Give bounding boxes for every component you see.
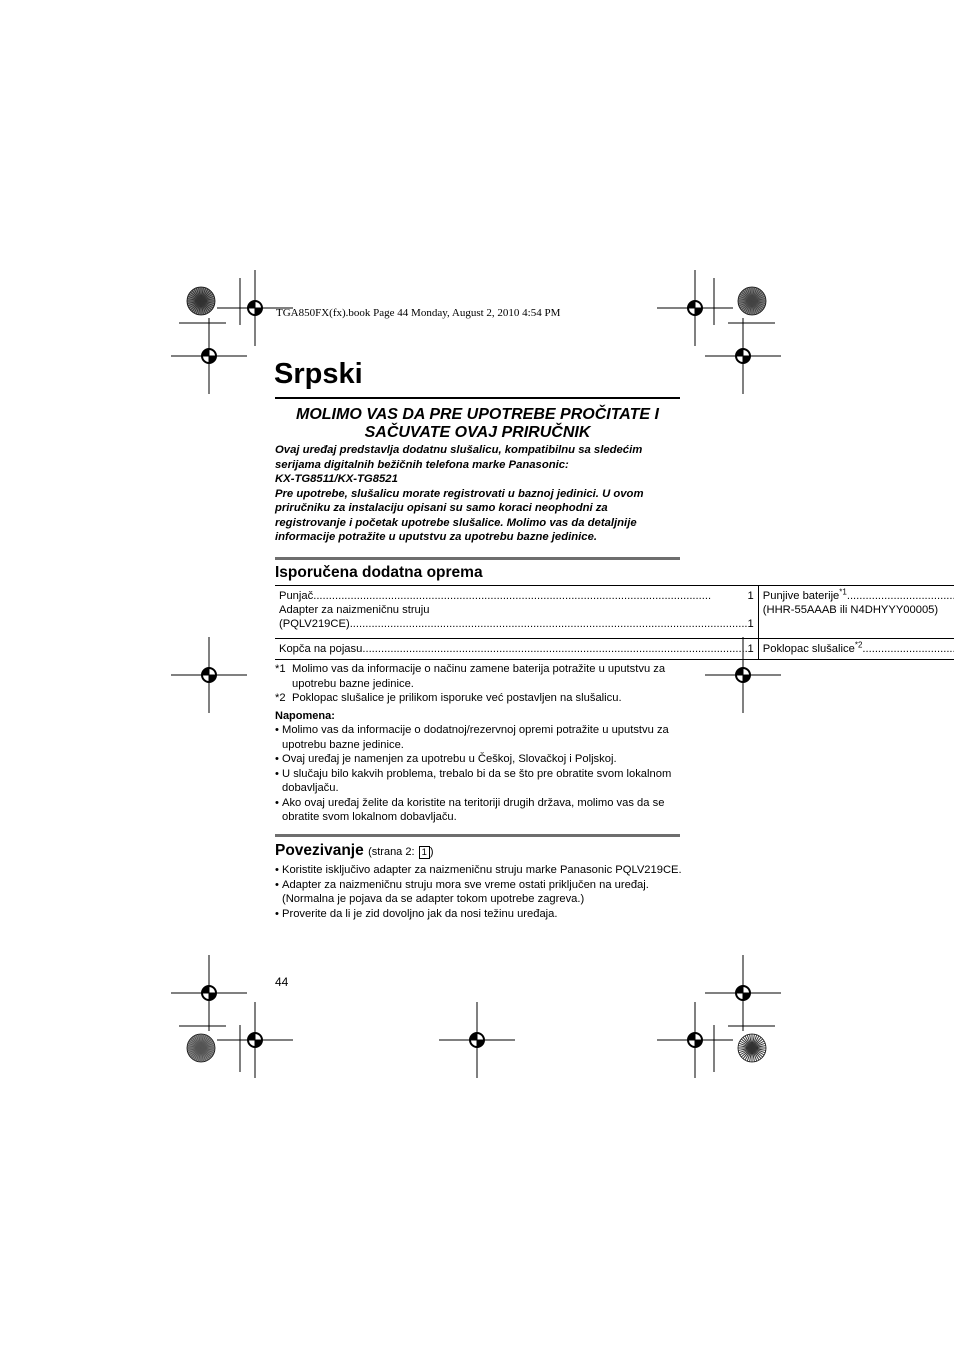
crosshair-mark [217, 1002, 293, 1078]
accessories-heading: Isporučena dodatna oprema [275, 564, 483, 581]
list-item: • Proverite da li je zid dovoljno jak da nosi težinu uređaja. [275, 907, 558, 920]
accessory-charger: Punjač ..... 1 [279, 589, 754, 603]
starburst-mark [738, 287, 766, 315]
accessory-batteries-model: (HHR-55AAAB ili N4DHYYY00005) [762, 604, 939, 616]
list-item: • Ako ovaj uređaj želite da koristite na teritoriji drugih država, molimo vas da se obratite svom lokalnom dobavljaču. [275, 796, 665, 823]
accessories-notes [275, 662, 685, 825]
crosshair-mark [439, 1002, 515, 1078]
table-row [275, 639, 954, 660]
list-item: • Koristite isključivo adapter za naizmeničnu struju marke Panasonic PQLV219CE. [275, 864, 682, 876]
intro-paragraph-2: Pre upotrebe, slušalicu morate registrovati u baznoj jedinici. U ovom priručniku za instalaciju opisani su samo koraci neophodni za registrovanje i početak upotrebe slušalice. Molimo vas da detaljnije informacije potražite u uputstvu za upotrebu bazne jedinice. [275, 487, 644, 543]
connection-list [275, 863, 685, 921]
section-rule-accessories [275, 557, 680, 560]
accessory-belt-clip: Kopča na pojasu ..... 1 [279, 642, 754, 656]
accessory-cover: Poklopac slušalice$^{*2}$ ..... [763, 642, 954, 656]
crosshair-mark [657, 270, 733, 346]
table-cell [275, 586, 758, 639]
accessory-batteries: Punjive baterije$^{*1}$ ..... [763, 589, 954, 603]
intro-models: KX-TG8511/KX-TG8521 [275, 473, 398, 485]
crosshair-mark [705, 955, 781, 1031]
accessory-adapter-label: Adapter za naizmeničnu struju [279, 604, 430, 616]
crosshair-mark [171, 955, 247, 1031]
main-heading-line2: SAČUVATE OVAJ PRIRUČNIK [364, 424, 591, 441]
crosshair-mark [657, 1002, 733, 1078]
table-cell [275, 639, 758, 660]
main-heading-line1: MOLIMO VAS DA PRE UPOTREBE PROČITATE I [296, 406, 659, 423]
table-cell [758, 639, 954, 660]
list-item: • Molimo vas da informacije o dodatnoj/rezervnoj opremi potražite u uputstvu za upotrebu bazne jedinice. [275, 724, 669, 751]
starburst-mark [187, 287, 215, 315]
crosshair-mark [705, 318, 781, 394]
section-rule-connection [275, 834, 680, 837]
print-header: TGA850FX(fx).book Page 44 Monday, August 2, 2010 4:54 PM [276, 307, 561, 319]
intro-text [275, 443, 680, 545]
footnote: *1 Molimo vas da informacije o načinu zamene baterija potražite u uputstvu za upotrebu bazne jedinice. [275, 663, 666, 690]
list-item: • Ovaj uređaj je namenjen za upotrebu u Češkoj, Slovačkoj i Poljskoj. [275, 753, 617, 765]
list-item: • Adapter za naizmeničnu struju mora sve vreme ostati priključen na uređaj. (Normalna je pojava da se adapter tokom upotrebe zagreva.) [275, 878, 649, 905]
connection-heading: Povezivanje (strana 2: 1 ) [275, 842, 434, 859]
intro-paragraph-1: Ovaj uređaj predstavlja dodatnu slušalicu, kompatibilnu sa sledećim serijama digitalnih bežičnih telefona marke Panasonic: [275, 444, 643, 471]
accessories-table [275, 585, 954, 660]
crosshair-mark [171, 318, 247, 394]
footnote: *2 Poklopac slušalice je prilikom isporuke već postavljen na slušalicu. [275, 692, 622, 704]
table-cell [758, 586, 954, 639]
main-heading [275, 406, 680, 442]
starburst-mark [738, 1034, 766, 1062]
language-title: Srpski [274, 358, 363, 390]
note-heading: Napomena: [275, 709, 335, 722]
page-reference: (strana 2: 1 ) [368, 846, 434, 858]
list-item: • U slučaju bilo kakvih problema, trebalo bi da se što pre obratite svom lokalnom dobavljaču. [275, 767, 672, 794]
title-rule [275, 397, 680, 399]
page-number: 44 [275, 975, 289, 989]
starburst-mark [187, 1034, 215, 1062]
table-row [275, 586, 954, 639]
crosshair-mark [171, 637, 247, 713]
accessory-adapter: (PQLV219CE) ..... 1 [279, 617, 754, 631]
